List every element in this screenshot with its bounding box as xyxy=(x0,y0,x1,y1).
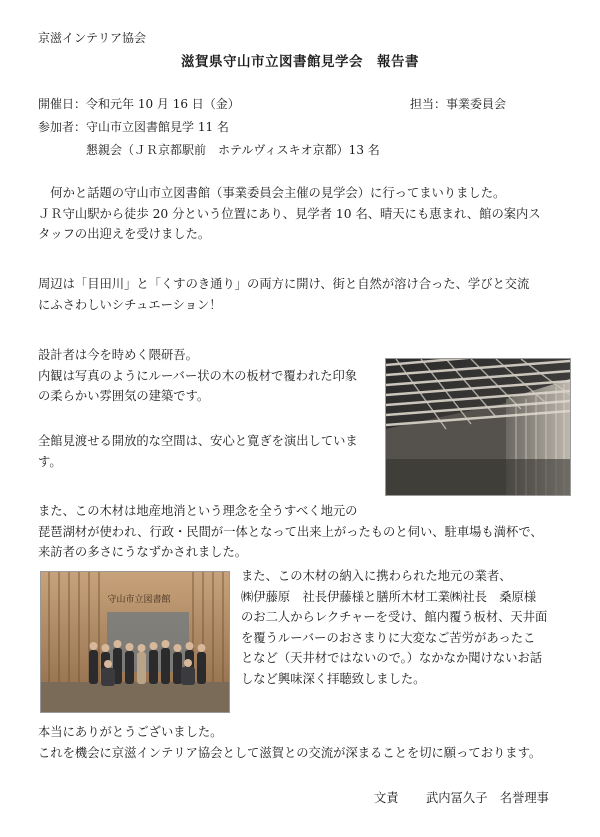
signature-label: 文責 xyxy=(374,791,399,805)
interior-photo-art xyxy=(386,359,570,495)
report-title: 滋賀県守山市立図書館見学会 報告書 xyxy=(181,54,419,70)
text-line: 本当にありがとうございました。 xyxy=(38,725,223,739)
text-line: 周辺は「目田川」と「くすのき通り」の両方に開け、街と自然が溶け合った、学びと交流 xyxy=(38,277,530,291)
text-line: ＪＲ守山駅から徒歩 20 分という位置にあり、見学者 10 名、晴天にも恵まれ、館の案内ス xyxy=(38,206,541,221)
text-line: す。 xyxy=(38,454,62,469)
text-line: ㈱伊藤原 社長伊藤様と膳所木材工業㈱社長 桑原様 xyxy=(241,589,537,604)
interior-photo xyxy=(385,358,571,496)
participants-party: 懇親会（ＪＲ京都駅前 ホテルヴィスキオ京都）13 名 xyxy=(86,143,380,157)
text-line: を覆うルーバーのおさまりに大変なご苦労があったこ xyxy=(241,630,536,645)
paragraph-lecture xyxy=(241,566,547,689)
facade-sign: 守山市立図書館 xyxy=(107,595,171,605)
event-date: 開催日：令和元年 10 月 16 日（金） xyxy=(38,97,240,111)
text-line: しなど興味深く拝聴致しました。 xyxy=(241,671,426,686)
paragraph-intro xyxy=(38,183,541,245)
paragraph-architect xyxy=(38,345,357,407)
text-line: 設計者は今を時めく隈研吾。 xyxy=(38,348,198,362)
text-line: これを機会に京滋インテリア協会として滋賀との交流が深まることを切に願っております。 xyxy=(38,745,542,760)
signature-name: 武内冨久子 名誉理事 xyxy=(426,791,549,805)
text-line: また、この木材の納入に携わられた地元の業者、 xyxy=(241,569,512,583)
text-line: また、この木材は地産地消という理念を全うすべく地元の xyxy=(38,504,358,518)
paragraph-local-wood xyxy=(38,501,543,563)
group-photo xyxy=(40,571,230,713)
participants-tour: 参加者：守山市立図書館見学 11 名 xyxy=(38,120,229,134)
text-line: にふさわしいシチュエーション！ xyxy=(38,297,222,312)
text-line: 何かと話題の守山市立図書館（事業委員会主催の見学会）に行ってまいりました。 xyxy=(38,186,506,200)
text-line: 内観は写真のようにルーバー状の木の板材で覆われた印象 xyxy=(38,368,358,383)
text-line: のお二人からレクチャーを受け、館内覆う板材、天井面 xyxy=(241,610,548,624)
text-line: 全館見渡せる開放的な空間は、安心と寛ぎを演出していま xyxy=(38,434,358,448)
text-line: 琵琶湖材が使われ、行政・民間が一体となって出来上がったものと伺い、駐車場も満杯で、 xyxy=(38,524,543,539)
text-line: となど（天井材ではないので。）なかなか聞けないお話 xyxy=(241,651,543,665)
text-line: 来訪者の多さにうなずかされました。 xyxy=(38,545,248,559)
text-line: の柔らかい雰囲気の建築です。 xyxy=(38,389,210,403)
paragraph-closing xyxy=(38,722,541,763)
paragraph-surroundings xyxy=(38,274,529,315)
paragraph-open-space xyxy=(38,431,358,472)
person-in-charge: 担当：事業委員会 xyxy=(410,97,507,111)
group-photo-art xyxy=(41,572,229,712)
organization-name: 京滋インテリア協会 xyxy=(38,31,147,45)
text-line: タッフの出迎えを受けました。 xyxy=(38,227,211,241)
